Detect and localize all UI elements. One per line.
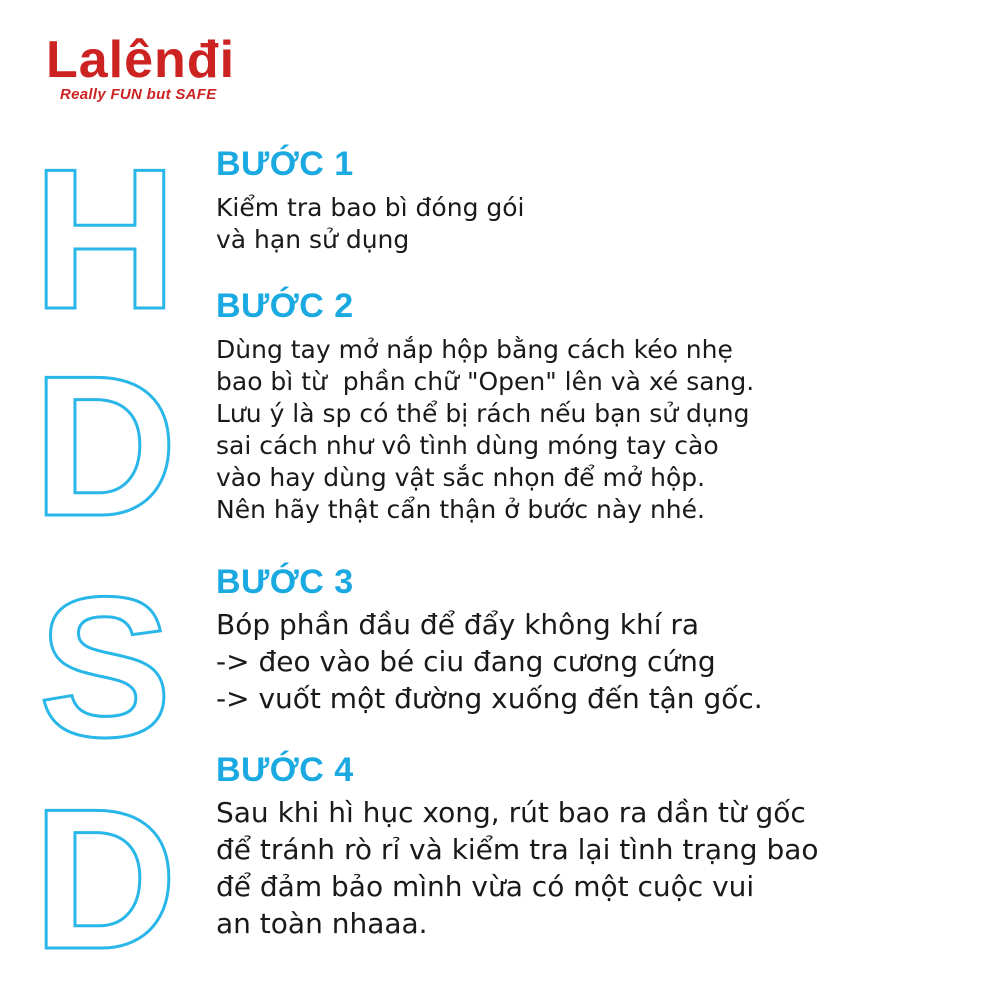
step-title: BƯỚC 4: [216, 751, 354, 789]
step-line: Bóp phần đầu để đẩy không khí ra: [216, 608, 700, 641]
step-line: bao bì từ phần chữ "Open" lên và xé sang.: [216, 367, 755, 396]
step-body: [216, 334, 986, 526]
step-body: [216, 606, 986, 717]
brand-logo: [46, 32, 235, 103]
step-title: BƯỚC 2: [216, 287, 354, 325]
logo-tagline: Really FUN but SAFE: [60, 86, 217, 103]
step-1: [216, 144, 986, 256]
step-3: [216, 562, 986, 717]
step-line: Lưu ý là sp có thể bị rách nếu bạn sử dụng: [216, 399, 750, 428]
step-body: [216, 794, 986, 942]
step-line: -> đeo vào bé ciu đang cương cứng: [216, 645, 716, 678]
step-line: để tránh rò rỉ và kiểm tra lại tình trạng bao: [216, 833, 819, 866]
step-line: Kiểm tra bao bì đóng gói: [216, 193, 525, 222]
step-title: BƯỚC 1: [216, 145, 354, 183]
step-line: Nên hãy thật cẩn thận ở bước này nhé.: [216, 495, 705, 524]
logo-wordmark: Lalênđi: [46, 31, 236, 89]
step-2: [216, 286, 986, 526]
step-line: vào hay dùng vật sắc nhọn để mở hộp.: [216, 463, 706, 492]
outline-letter-h: H: [32, 128, 178, 351]
step-body: [216, 192, 986, 256]
step-line: Dùng tay mở nắp hộp bằng cách kéo nhẹ: [216, 335, 733, 364]
step-line: để đảm bảo mình vừa có một cuộc vui: [216, 870, 755, 903]
step-line: an toàn nhaaa.: [216, 907, 428, 940]
step-line: -> vuốt một đường xuống đến tận gốc.: [216, 682, 763, 715]
step-line: sai cách như vô tình dùng móng tay cào: [216, 431, 719, 460]
step-line: Sau khi hì hục xong, rút bao ra dần từ gốc: [216, 796, 806, 829]
step-title: BƯỚC 3: [216, 563, 354, 601]
step-4: [216, 750, 986, 942]
outline-letter-d-2: D: [32, 768, 178, 991]
step-line: và hạn sử dụng: [216, 225, 410, 254]
outline-letter-s: S: [38, 556, 172, 779]
outline-letter-d: D: [32, 335, 178, 558]
